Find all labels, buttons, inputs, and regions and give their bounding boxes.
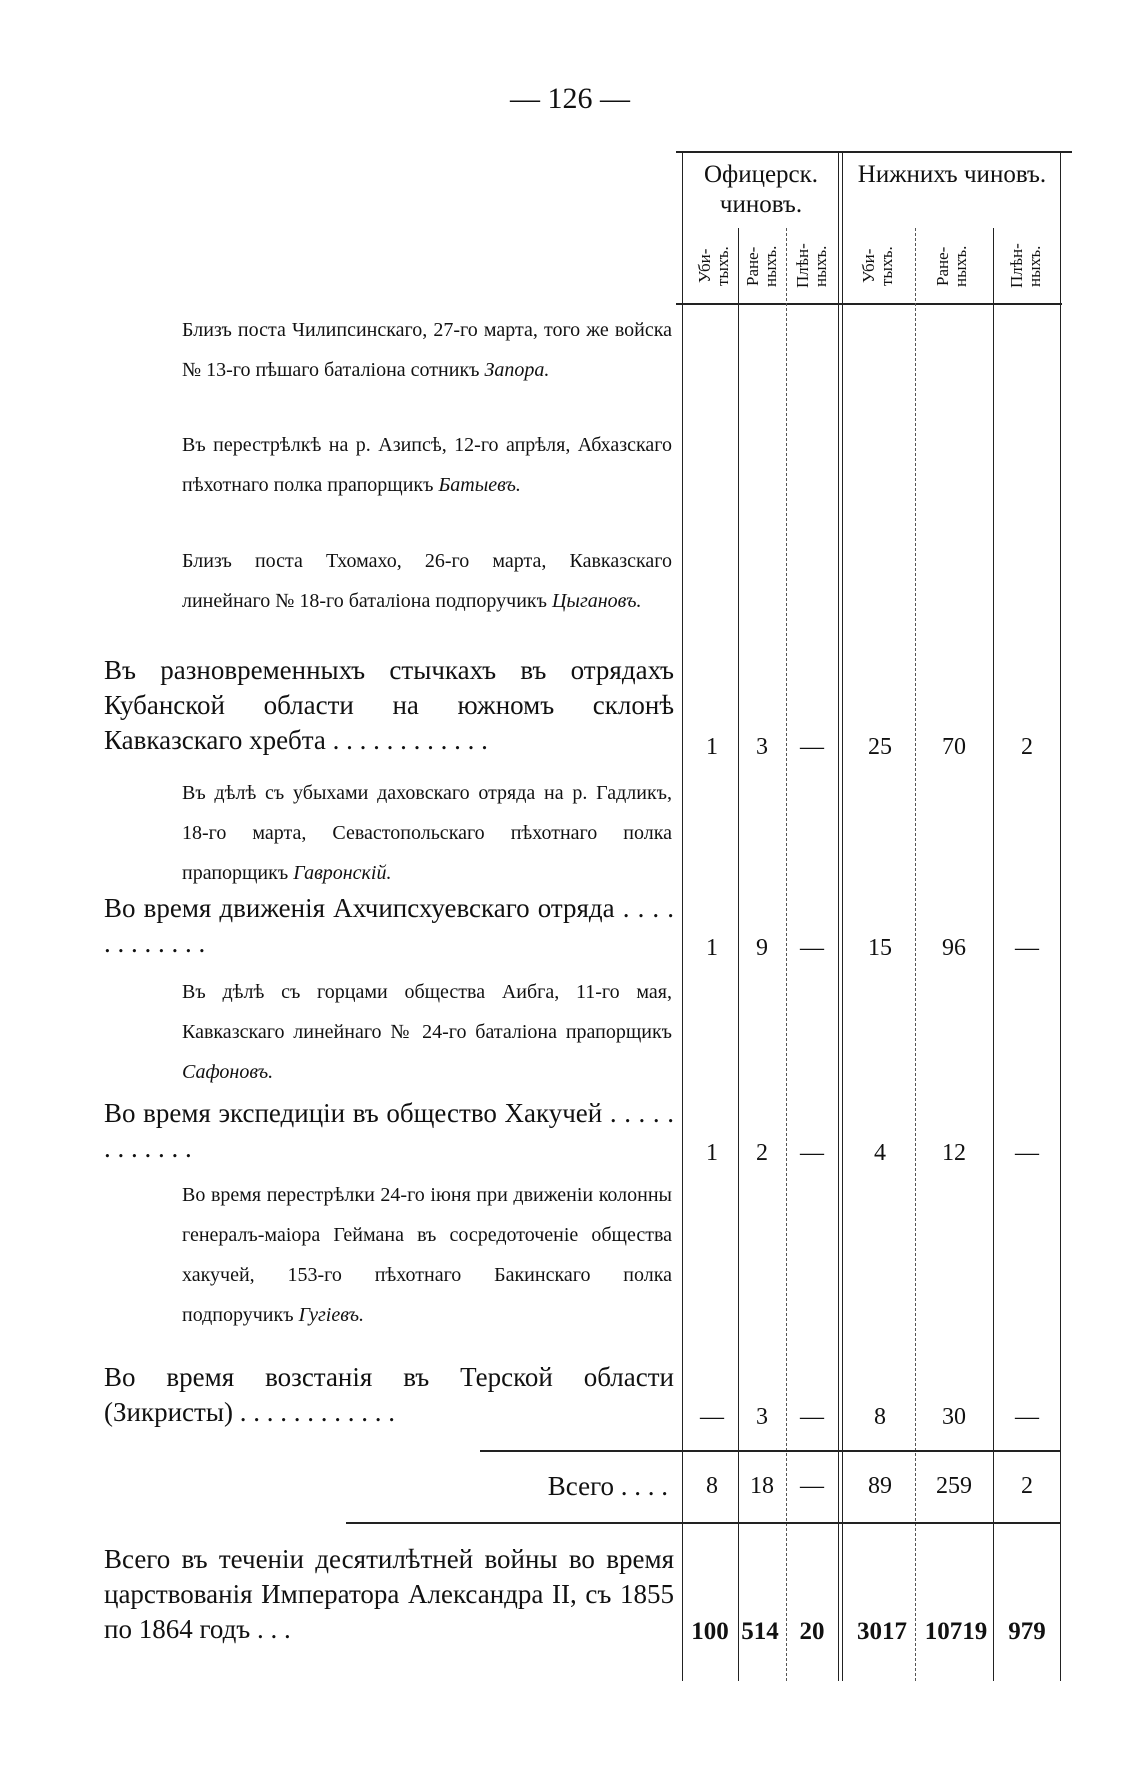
header-ranks-captured: Плѣн- ныхъ. xyxy=(1007,243,1044,289)
total-top-rule xyxy=(480,1450,1060,1452)
entry-note: Въ перестрѣлкѣ на р. Азипсѣ, 12-го апрѣля, Абхазскаго пѣхотнаго полка прапорщикъ Батыевъ. xyxy=(182,434,672,496)
officers-captured: — xyxy=(800,1404,824,1430)
header-ranks-killed: Уби- тыхъ. xyxy=(859,246,896,286)
grand-total-row xyxy=(0,1612,1140,1652)
entry-main: Во время экспедиціи въ общество Хакучей . . . xyxy=(104,1096,674,1166)
officers-captured: — xyxy=(800,734,824,760)
officers-wounded: 9 xyxy=(756,935,768,961)
header-officers-killed: Уби- тыхъ. xyxy=(695,246,732,286)
officers-header: Офицерск. чиновъ. xyxy=(703,161,819,218)
grand-officers-killed: 100 xyxy=(691,1618,729,1645)
grand-total-label: Всего въ теченіи десятилѣтней войны во время царствованія Императора Александра II, съ 1855 по 1864 годъ . . . xyxy=(104,1544,674,1644)
ranks-captured: 2 xyxy=(1021,734,1033,760)
entry-note: Во время перестрѣлки 24-го іюня при движеніи колонны генералъ-маіора Геймана въ сосредоточеніе общества хакучей, 153-го пѣхотнаго Бакинскаго полка подпоручикъ Гугіевъ. xyxy=(182,1184,672,1326)
header-bottom-rule xyxy=(676,303,1062,305)
table-top-rule xyxy=(676,151,1072,153)
officers-killed: 1 xyxy=(706,1140,718,1166)
grand-ranks-wounded: 10719 xyxy=(924,1618,988,1645)
officers-captured: — xyxy=(800,1140,824,1166)
table-row xyxy=(0,727,1140,767)
ranks-wounded: 96 xyxy=(942,935,966,961)
total-ranks-captured: 2 xyxy=(1021,1473,1033,1499)
officers-killed: 1 xyxy=(706,935,718,961)
entry-note: Въ дѣлѣ съ убыхами даховскаго отряда на р. Гадликъ, 18-го марта, Севастопольскаго пѣхотнаго полка прапорщикъ Гавронскій. xyxy=(182,782,672,884)
header-ranks-wounded: Ране- ныхъ. xyxy=(933,245,970,287)
total-officers-captured: — xyxy=(800,1473,824,1499)
entry-main: Въ разновременныхъ стычкахъ въ отрядахъ Кубанской области на южномъ склонѣ Кавказскаго хребта . . . xyxy=(104,653,674,758)
total-ranks-killed: 89 xyxy=(868,1473,892,1499)
entry-note: Близъ поста Чилипсинскаго, 27-го марта, того же войска № 13-го пѣшаго баталіона сотникъ Запора. xyxy=(182,319,672,381)
ranks-captured: — xyxy=(1015,1140,1039,1166)
officers-killed: — xyxy=(700,1404,724,1430)
table-right-border xyxy=(1060,151,1061,1681)
officers-killed: 1 xyxy=(706,734,718,760)
entry-main: Во время движенія Ахчипсхуевскаго отряда . . . xyxy=(104,891,674,961)
total-officers-wounded: 18 xyxy=(750,1473,774,1499)
total-officers-killed: 8 xyxy=(706,1473,718,1499)
grand-total-top-rule xyxy=(346,1522,1060,1524)
officers-captured: — xyxy=(800,935,824,961)
ranks-killed: 4 xyxy=(874,1140,886,1166)
total-ranks-wounded: 259 xyxy=(936,1473,972,1499)
lower-ranks-header: Нижнихъ чиновъ. xyxy=(857,161,1047,188)
ranks-wounded: 70 xyxy=(942,734,966,760)
ranks-killed: 25 xyxy=(868,734,892,760)
officers-wounded: 2 xyxy=(756,1140,768,1166)
grand-ranks-killed: 3017 xyxy=(857,1618,907,1645)
total-label: Всего . . . . xyxy=(547,1471,668,1501)
grand-officers-wounded: 514 xyxy=(741,1618,779,1645)
officers-wounded: 3 xyxy=(756,734,768,760)
ranks-captured: — xyxy=(1015,935,1039,961)
total-row xyxy=(0,1466,1140,1506)
grand-ranks-captured: 979 xyxy=(1008,1618,1046,1645)
page-number: — 126 — xyxy=(510,82,630,115)
entry-note: Въ дѣлѣ съ горцами общества Аибга, 11-го мая, Кавказскаго линейнаго № 24-го баталіона прапорщикъ Сафоновъ. xyxy=(182,981,672,1083)
entry-main: Во время возстанія въ Терской области (Зикристы) . . . xyxy=(104,1360,674,1430)
ranks-wounded: 30 xyxy=(942,1404,966,1430)
table-row xyxy=(0,928,1140,968)
officers-wounded: 3 xyxy=(756,1404,768,1430)
ranks-killed: 15 xyxy=(868,935,892,961)
table-row xyxy=(0,1397,1140,1437)
ranks-wounded: 12 xyxy=(942,1140,966,1166)
entry-note: Близъ поста Тхомахо, 26-го марта, Кавказскаго линейнаго № 18-го баталіона подпоручикъ Цыгановъ. xyxy=(182,550,672,612)
header-officers-captured: Плѣн- ныхъ. xyxy=(793,243,830,289)
header-officers-wounded: Ране- ныхъ. xyxy=(743,245,780,287)
table-row xyxy=(0,1133,1140,1173)
ranks-killed: 8 xyxy=(874,1404,886,1430)
ranks-captured: — xyxy=(1015,1404,1039,1430)
grand-officers-captured: 20 xyxy=(799,1618,825,1645)
